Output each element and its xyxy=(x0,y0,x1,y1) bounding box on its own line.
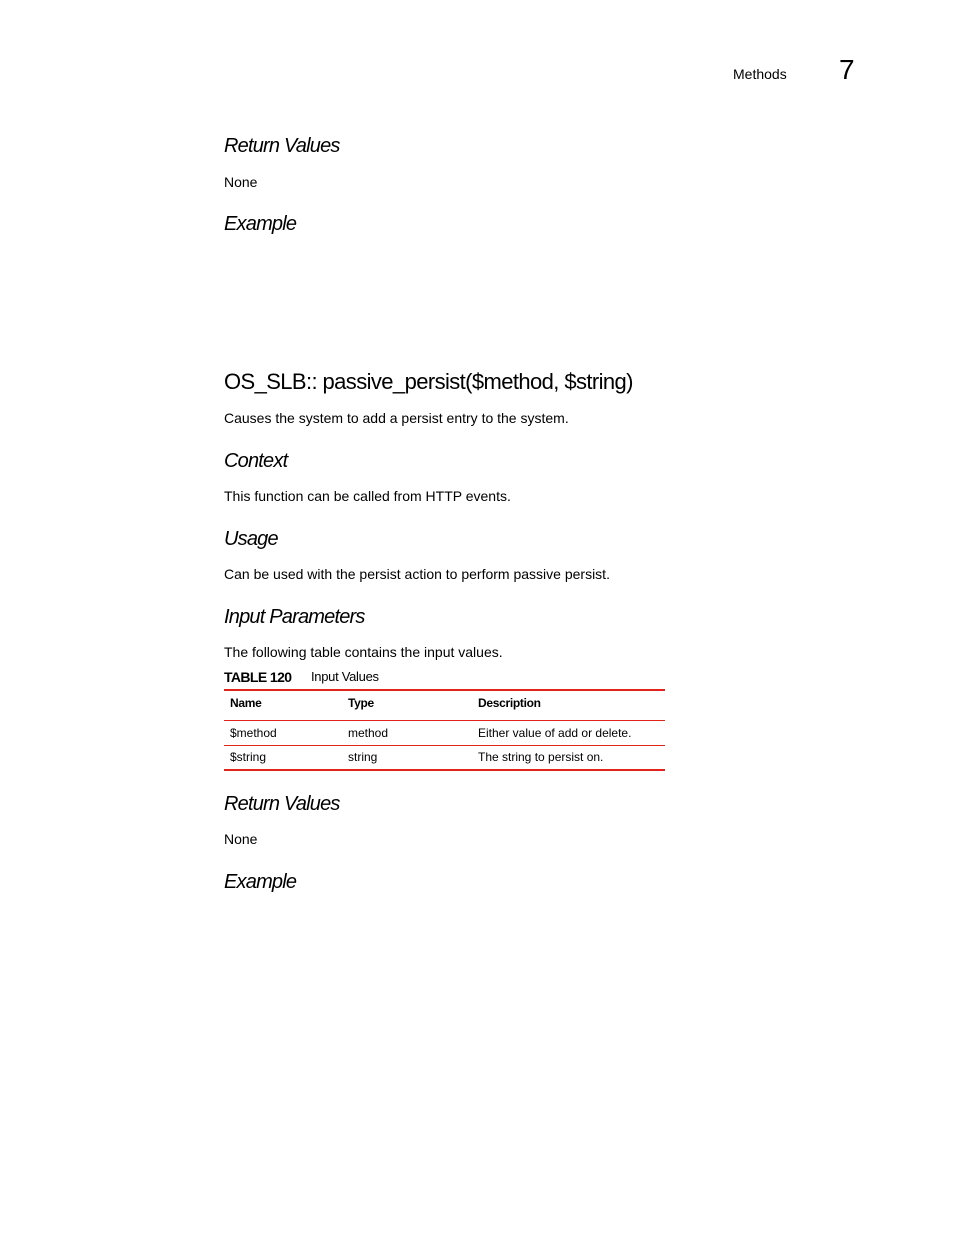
return-values-heading: Return Values xyxy=(224,135,340,157)
input-parameters-text: The following table contains the input values. xyxy=(224,644,503,660)
table-caption-title: Input Values xyxy=(311,669,379,684)
table-caption-label: TABLE 120 xyxy=(224,669,292,685)
example-heading: Example xyxy=(224,213,297,235)
input-parameters-heading: Input Parameters xyxy=(224,606,365,628)
cell-name: $string xyxy=(224,745,342,770)
column-header-description: Description xyxy=(472,690,665,720)
cell-description: The string to persist on. xyxy=(472,745,665,770)
context-heading: Context xyxy=(224,450,288,472)
method-title: OS_SLB:: passive_persist($method, $string) xyxy=(224,369,633,394)
return-values-text: None xyxy=(224,831,258,847)
column-header-name: Name xyxy=(224,690,342,720)
table-row xyxy=(224,745,665,770)
return-values-text: None xyxy=(224,174,258,190)
return-values-heading: Return Values xyxy=(224,793,340,815)
example-heading: Example xyxy=(224,871,297,893)
column-header-type: Type xyxy=(342,690,472,720)
chapter-number: 7 xyxy=(839,54,855,85)
method-description: Causes the system to add a persist entry to the system. xyxy=(224,410,569,426)
running-header-section: Methods xyxy=(733,66,787,82)
usage-text: Can be used with the persist action to perform passive persist. xyxy=(224,566,610,582)
table-header-row xyxy=(224,690,665,720)
usage-heading: Usage xyxy=(224,528,278,550)
cell-type: string xyxy=(342,745,472,770)
cell-type: method xyxy=(342,720,472,745)
table-row xyxy=(224,720,665,745)
input-values-table xyxy=(224,689,665,771)
cell-name: $method xyxy=(224,720,342,745)
cell-description: Either value of add or delete. xyxy=(472,720,665,745)
context-text: This function can be called from HTTP events. xyxy=(224,488,511,504)
